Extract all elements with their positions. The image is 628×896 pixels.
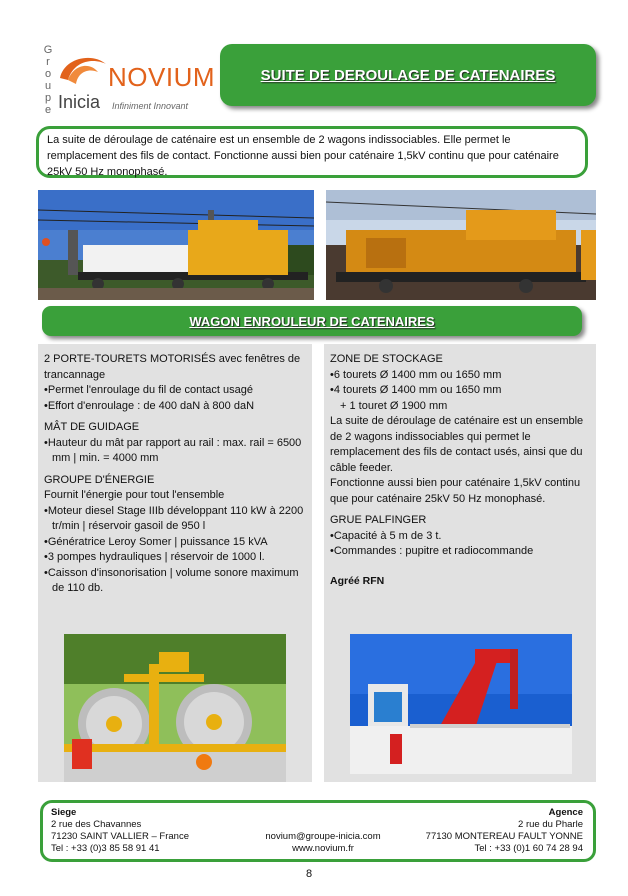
agree-label: Agréé RFN bbox=[330, 574, 385, 587]
grue-list bbox=[330, 529, 590, 560]
contact-block bbox=[243, 831, 403, 855]
stock-title: ZONE DE STOCKAGE bbox=[330, 353, 443, 365]
stock-para2: Fonctionne aussi bien pour caténaire 1,5kV continu que pour caténaire 25kV 50 Hz monophasé. bbox=[330, 477, 581, 505]
siege-phone: Tel : +33 (0)3 85 58 91 41 bbox=[51, 843, 160, 854]
header-banner bbox=[220, 44, 596, 106]
siege-title: Siege bbox=[51, 807, 77, 818]
energie-intro: Fournit l'énergie pour tout l'ensemble bbox=[44, 489, 225, 501]
email-link[interactable]: novium@groupe-inicia.com bbox=[265, 831, 381, 842]
crane-photo bbox=[350, 634, 572, 774]
train-photo-right bbox=[326, 190, 596, 300]
grue-item: • Capacité à 5 m de 3 t. bbox=[330, 529, 590, 545]
porte-title: 2 PORTE-TOURETS MOTORISÉS avec fenêtres de trancannage bbox=[44, 353, 301, 381]
siege-line: 2 rue des Chavannes bbox=[51, 819, 142, 830]
energie-title: GROUPE D'ÉNERGIE bbox=[44, 473, 155, 486]
web-link[interactable]: www.novium.fr bbox=[292, 843, 354, 854]
section-title: WAGON ENROULEUR DE CATENAIRES bbox=[189, 313, 435, 329]
agence-title: Agence bbox=[548, 807, 583, 818]
grue-item: • Commandes : pupitre et radiocommande bbox=[330, 544, 590, 560]
stock-para1: La suite de déroulage de caténaire est un ensemble de 2 wagons indissociables qui permet le remplacement des fils de contact usés, ainsi que du câble feeder. bbox=[330, 415, 584, 474]
logo-groupe-text: G r o u p e bbox=[43, 44, 53, 116]
energie-item: • Génératrice Leroy Somer | puissance 15 kVA bbox=[44, 535, 306, 551]
energie-item: • 3 pompes hydrauliques | réservoir de 1000 l. bbox=[44, 550, 306, 566]
logo-sub: Inicia bbox=[58, 92, 101, 112]
page-title: SUITE DE DEROULAGE DE CATENAIRES bbox=[260, 66, 556, 84]
porte-list bbox=[44, 383, 306, 414]
stock-list bbox=[330, 368, 590, 399]
agence-phone: Tel : +33 (0)1 60 74 28 94 bbox=[474, 843, 583, 854]
logo-tagline: Infiniment Innovant bbox=[112, 101, 189, 111]
energie-list bbox=[44, 504, 306, 597]
stock-item: • 6 tourets Ø 1400 mm ou 1650 mm bbox=[330, 368, 590, 384]
reel-photo bbox=[64, 634, 286, 782]
mat-title: MÂT DE GUIDAGE bbox=[44, 421, 140, 433]
intro-box bbox=[36, 126, 588, 178]
siege-block bbox=[51, 807, 189, 855]
intro-text: La suite de déroulage de caténaire est un ensemble de 2 wagons indissociables. Elle permet le remplacement des fils de contact. Fonctionne aussi bien pour caténaire 1,5kV continu que pour caténaire 25kV 50 Hz monophasé. bbox=[47, 134, 559, 178]
train-photo-left bbox=[38, 190, 314, 300]
page-number: 8 bbox=[306, 868, 313, 880]
stock-extra: + 1 touret Ø 1900 mm bbox=[340, 399, 448, 412]
agence-line: 77130 MONTEREAU FAULT YONNE bbox=[425, 831, 583, 842]
porte-item: • Permet l'enroulage du fil de contact usagé bbox=[44, 383, 306, 399]
agence-block bbox=[426, 807, 583, 855]
energie-item: • Moteur diesel Stage IIIb développant 110 kW à 2200 tr/min | réservoir gasoil de 950 l bbox=[44, 504, 306, 535]
section-banner bbox=[42, 306, 582, 336]
porte-item: • Effort d'enroulage : de 400 daN à 800 daN bbox=[44, 399, 306, 415]
mat-list bbox=[44, 436, 306, 467]
agence-line: 2 rue du Pharle bbox=[518, 819, 583, 830]
grue-title: GRUE PALFINGER bbox=[330, 514, 427, 526]
energie-item: • Caisson d'insonorisation | volume sonore maximum de 110 db. bbox=[44, 566, 306, 597]
stock-item: • 4 tourets Ø 1400 mm ou 1650 mm bbox=[330, 383, 590, 399]
logo-brand: NOVIUM bbox=[108, 62, 215, 92]
footer-box bbox=[40, 800, 596, 862]
siege-line: 71230 SAINT VALLIER – France bbox=[51, 831, 190, 842]
logo-swirl-icon bbox=[54, 50, 110, 96]
mat-item: • Hauteur du mât par rapport au rail : max. rail = 6500 mm | min. = 4000 mm bbox=[44, 436, 306, 467]
